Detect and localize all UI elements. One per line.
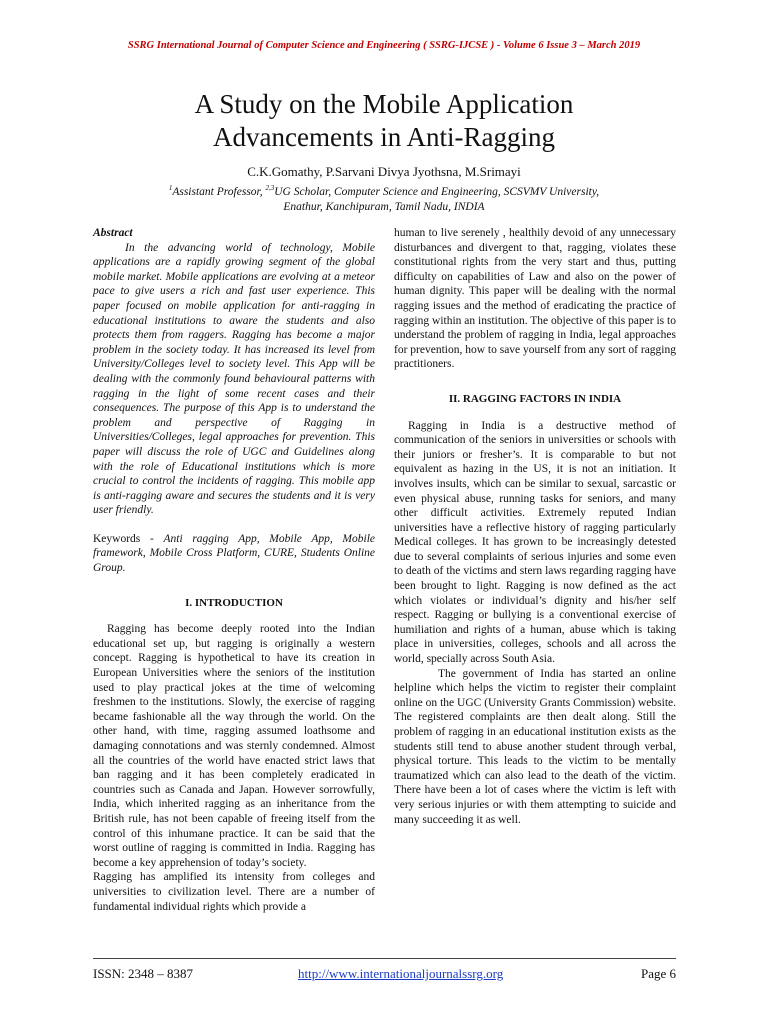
abstract-text: In the advancing world of technology, Mobile applications are a rapidly growing segment of the global mobile market. Mobile applications are evolving at a meteor pace to give users a rich and fast user experience. This paper focused on mobile application for anti-ragging in educational institutions to aware the students and also protects them from raggers. Ragging has become a major problem in the society today. It has increased its level from University/Colleges level to society level. This App will be dealing with the commonly found behavioural patterns with ragging in the light of some recent cases and their consequences. The purpose of this App is to understand the problem and perspective of Ragging in Universities/Colleges, legal approaches for prevention. This paper will discuss the role of UGC and Guidelines along with the role of Educational institutions which is more crucial to control the incidents of ragging. This mobile app is anti-ragging aware and secures the students and it is very user friendly. <box>93 241 375 517</box>
introduction-heading: I. INTRODUCTION <box>185 596 283 609</box>
footer-divider <box>93 958 676 959</box>
footer-page-number: Page 6 <box>640 966 676 981</box>
introduction-para-1: Ragging has become deeply rooted into the Indian educational set up, but ragging is originally a western concept. Ragging is hypothetical to have its creation in European Universities where the seniors of the institution used to play practical jokes at the time of welcoming freshmen to the institutions. Slowly, the exercise of ragging became fashionable all the way through the world. On the other hand, with time, ragging assumed loathsome and damaging connotations and was sternly condemned. Almost all the countries of the world have enacted strict laws that ban ragging and it has been completely eradicated in countries such as Canada and Japan. However sorrowfully, India, which inherited ragging as an inheritance from the British rule, has not been capable of freeing itself from the control of this inhumane practice. It can be said that the worst outline of ragging is committed in India. Ragging has become a key apprehension of today’s society. <box>93 623 375 869</box>
authors: C.K.Gomathy, P.Sarvani Divya Jyothsna, M.Srimayi <box>247 164 521 179</box>
keywords-text: Anti ragging App, Mobile App, Mobile framework, Mobile Cross Platform, CURE, Students Online Group. <box>93 532 375 575</box>
affil-sup-1: 1 <box>168 184 173 192</box>
title-line-1: A Study on the Mobile Application <box>194 89 574 119</box>
factors-heading: II. RAGGING FACTORS IN INDIA <box>448 392 622 405</box>
left-column <box>93 226 375 914</box>
title-line-2: Advancements in Anti-Ragging <box>213 122 555 152</box>
keywords <box>93 532 375 576</box>
affiliation <box>0 181 768 215</box>
right-column <box>394 226 676 827</box>
footer-url-link[interactable]: http://www.internationaljournalssrg.org <box>298 966 504 981</box>
affil-role-1: Assistant Professor, <box>172 185 266 198</box>
keywords-label: Keywords - <box>93 532 164 545</box>
factors-para-2: The government of India has started an online helpline which helps the victim to register their complaint online on the UGC (University Grants Commission) website. The registered complaints are then dealt along. Still the problem of ragging in an educational institution exists as the students still tend to abuse another student through verbal, physical torture. This leads to the victim to be mentally traumatized which can also lead to the death of the victim. There have been a lot of cases where the victim is left with very serious injuries or with them attempting to suicide and many succeeding it as well. <box>394 667 676 826</box>
paper-title <box>0 88 768 154</box>
factors-para-1: Ragging in India is a destructive method of communication of the seniors in universities or schools with their juniors or fresher’s. It is comparable to but not equivalent as hazing in the US, it is not an initiation. It involves insults, which can be similar to sexual, sarcastic or even physical abuse, running tasks for seniors, and many other difficult activities. Extremely reputed Indian universities have a reflective history of ragging particularly Medical colleges. It has grown to be increasingly detested due to several complaints of serious injuries and some even to death of the victims and stern laws regarding ragging have been brought to light. Ragging is now defined as the act which violates or individual’s dignity and his/her self respect. Ragging or bullying is a conventional exercise of humiliation and rights of a human, abuse which is taking place in universities, colleges, schools and all across the world, specially across South Asia. <box>394 419 676 666</box>
introduction-para-2-cont: human to live serenely , healthily devoid of any unnecessary disturbances and divergent to that, ragging, violates these constitutional rights from the very start and thus, putting difficulty on capabilities of Law and also on the power of human dignity. This paper will be dealing with the normal ragging issues and the method of eradicating the practice of ragging within an institution. The objective of this paper is to understand the problem of ragging in India, legal approaches for prevention, how to save yourself from any sort of ragging practitioners. <box>394 227 676 371</box>
journal-header: SSRG International Journal of Computer Science and Engineering ( SSRG-IJCSE ) - Volume 6 Issue 3 – March 2019 <box>127 40 641 51</box>
affiliation-line-2: Enathur, Kanchipuram, Tamil Nadu, INDIA <box>283 200 485 213</box>
abstract-heading: Abstract <box>93 227 133 239</box>
affiliation-line-1 <box>0 181 768 200</box>
affil-rest: UG Scholar, Computer Science and Engineering, SCSVMV University, <box>274 185 600 198</box>
footer-issn: ISSN: 2348 – 8387 <box>93 966 194 981</box>
affil-sup-2: 2,3 <box>265 184 275 192</box>
introduction-para-2: Ragging has amplified its intensity from colleges and universities to civilization level. There are a number of fundamental individual rights which provide a <box>93 871 375 913</box>
